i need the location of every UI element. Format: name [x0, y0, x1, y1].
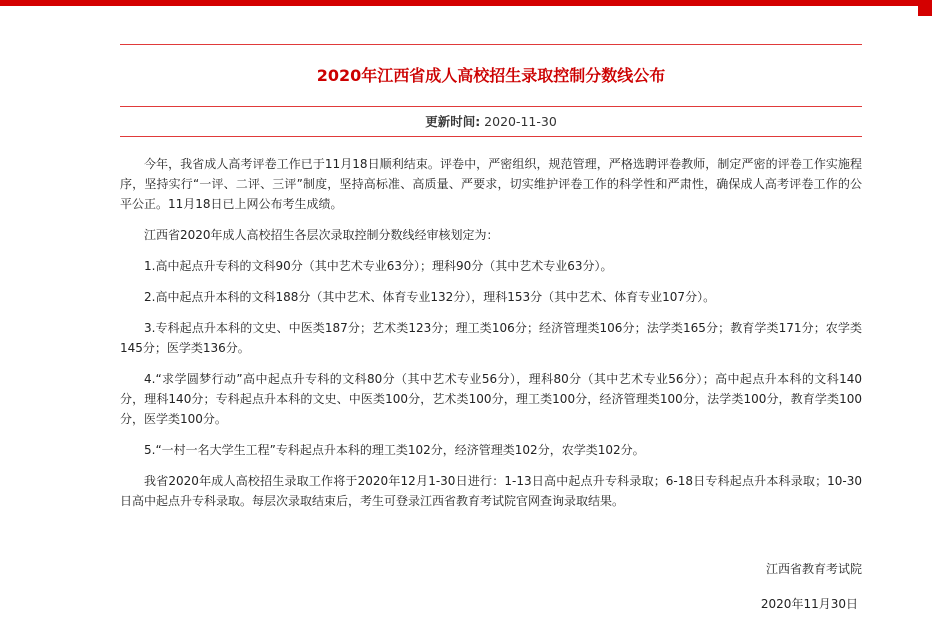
- update-time: [120, 114, 862, 130]
- header-divider: [120, 44, 862, 45]
- paragraph-lead: 江西省2020年成人高校招生各层次录取控制分数线经审核划定为：: [144, 228, 499, 242]
- top-right-corner-block: [918, 0, 932, 16]
- paragraph-item-2: 2.高中起点升本科的文科188分（其中艺术、体育专业132分），理科153分（其中艺术、体育专业107分）。: [144, 290, 716, 304]
- paragraph-item-3: 3.专科起点升本科的文史、中医类187分；艺术类123分；理工类106分；经济管理类106分；法学类165分；教育学类171分；农学类145分；医学类136分。: [120, 321, 862, 355]
- meta-divider: [120, 136, 862, 137]
- article-body: [120, 154, 862, 522]
- article-title: 2020年江西省成人高校招生录取控制分数线公布: [316, 66, 666, 85]
- top-red-bar: [0, 0, 932, 6]
- update-time-value: 2020-11-30: [480, 114, 557, 129]
- paragraph-item-1: 1.高中起点升专科的文科90分（其中艺术专业63分）；理科90分（其中艺术专业63分）。: [144, 259, 613, 273]
- signature-date: 2020年11月30日: [760, 597, 858, 611]
- title-divider: [120, 106, 862, 107]
- paragraph-schedule: 我省2020年成人高校招生录取工作将于2020年12月1-30日进行：1-13日高中起点升专科录取；6-18日专科起点升本科录取；10-30日高中起点升专科录取。每层次录取结束后，考生可登录江西省教育考试院官网查询录取结果。: [120, 474, 862, 508]
- signature-org: 江西省教育考试院: [765, 562, 862, 576]
- paragraph-item-5: 5.“一村一名大学生工程”专科起点升本科的理工类102分，经济管理类102分，农学类102分。: [144, 443, 645, 457]
- paragraph-item-4: 4.“求学圆梦行动”高中起点升专科的文科80分（其中艺术专业56分），理科80分（其中艺术专业56分）；高中起点升本科的文科140分，理科140分；专科起点升本科的文史、中医类100分，艺术类100分，理工类100分，经济管理类100分，法学类100分，教育学类100分，医学类100分。: [120, 372, 862, 426]
- paragraph-intro: 今年，我省成人高考评卷工作已于11月18日顺利结束。评卷中，严密组织，规范管理，严格选聘评卷教师，制定严密的评卷工作实施程序，坚持实行“一评、二评、三评”制度，坚持高标准、高质量、严要求，切实维护评卷工作的科学性和严肃性，确保成人高考评卷工作的公平公正。11月18日已上网公布考生成绩。: [120, 157, 862, 211]
- update-time-label: 更新时间:: [425, 114, 481, 129]
